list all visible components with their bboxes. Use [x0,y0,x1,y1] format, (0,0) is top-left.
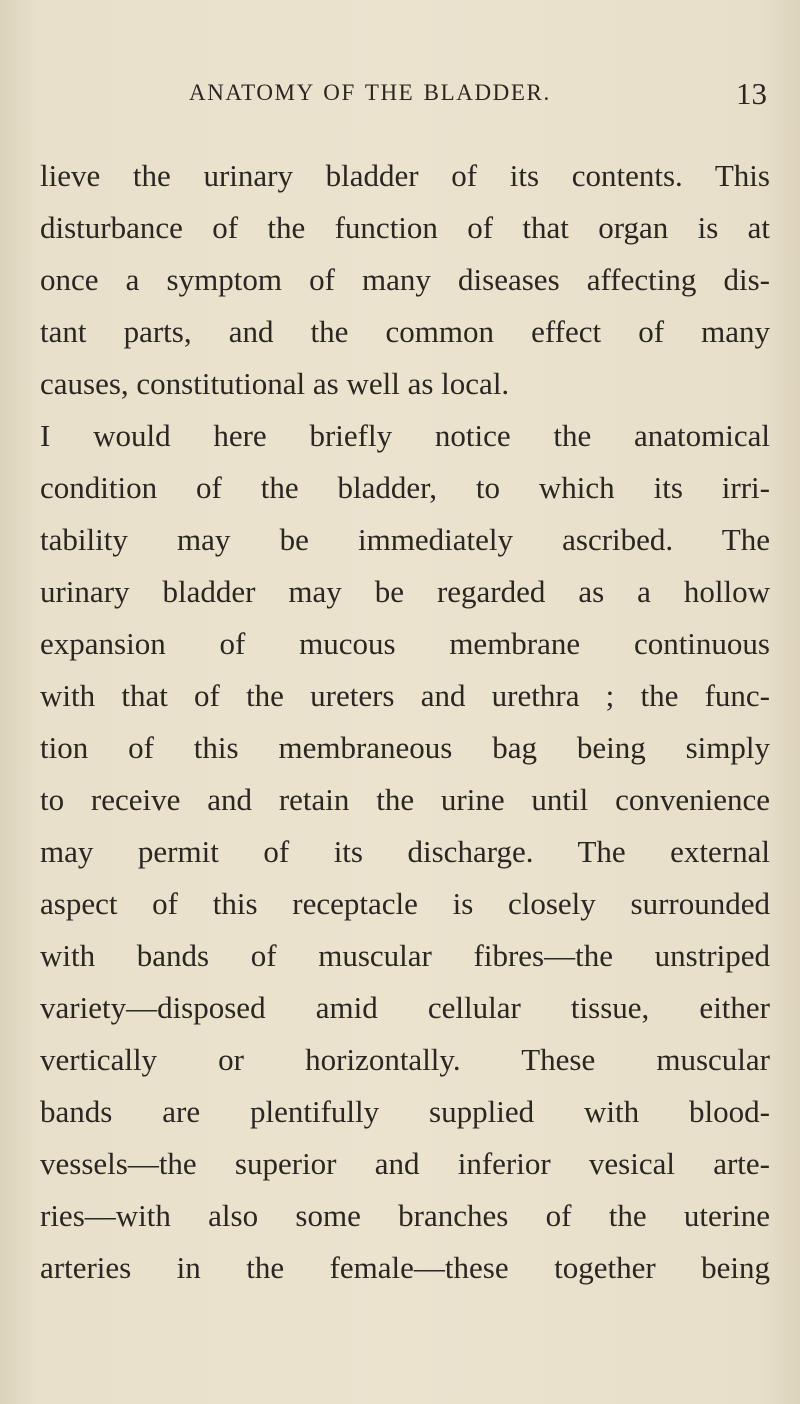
text-line: to receive and retain the urine until convenience [40,782,770,817]
text-line: variety—disposed amid cellular tissue, either [40,990,770,1025]
text-line: lieve the urinary bladder of its contents. This [40,158,770,193]
text-line: tability may be immediately ascribed. The [40,522,770,557]
running-head: ANATOMY OF THE BLADDER. [189,80,551,105]
body-text [40,150,770,1294]
text-line: may permit of its discharge. The external [40,834,770,869]
text-line: disturbance of the function of that organ is at [40,210,770,245]
text-line: tant parts, and the common effect of many [40,314,770,349]
text-line: expansion of mucous membrane continuous [40,626,770,661]
text-line: with bands of muscular fibres—the unstriped [40,938,770,973]
text-line: once a symptom of many diseases affecting dis- [40,262,770,297]
text-line: condition of the bladder, to which its irri- [40,470,770,505]
text-line: aspect of this receptacle is closely surrounded [40,886,770,921]
page-number: 13 [736,76,767,111]
text-line: I would here briefly notice the anatomical [40,418,770,453]
text-line: arteries in the female—these together being [40,1250,770,1285]
text-line: ries—with also some branches of the uterine [40,1198,770,1233]
text-line: urinary bladder may be regarded as a hollow [40,574,770,609]
text-line: causes, constitutional as well as local. [40,366,510,401]
text-line: vessels—the superior and inferior vesical arte- [40,1146,770,1181]
page-header [0,76,800,120]
text-line: with that of the ureters and urethra ; the func- [40,678,770,713]
text-line: bands are plentifully supplied with blood- [40,1094,770,1129]
text-line: vertically or horizontally. These muscular [40,1042,770,1077]
text-line: tion of this membraneous bag being simply [40,730,770,765]
